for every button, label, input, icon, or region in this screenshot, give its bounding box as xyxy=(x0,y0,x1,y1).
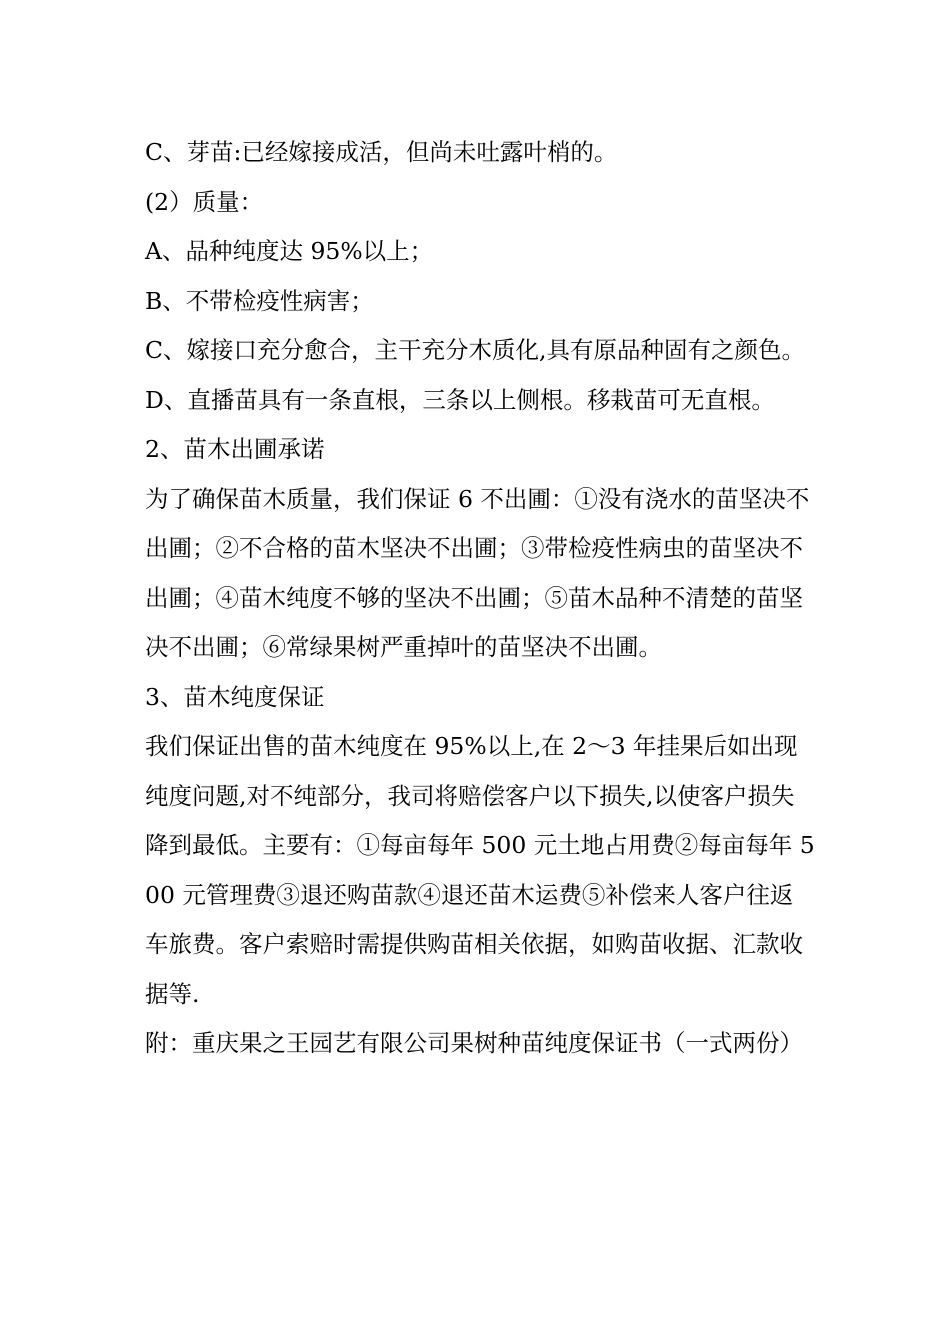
document-body xyxy=(145,128,815,1069)
section-heading-nursery-exit-promise: 2、苗木出圃承诺 xyxy=(145,435,325,463)
paragraph-variety-purity: A、品种纯度达 95%以上； xyxy=(145,237,434,265)
paragraph-attachment-note: 附：重庆果之王园艺有限公司果树种苗纯度保证书（一式两份） xyxy=(145,1029,803,1057)
paragraph-quality-heading: (2）质量： xyxy=(145,187,264,216)
paragraph-no-quarantine-disease: B、不带检疫性病害； xyxy=(145,286,374,315)
paragraph-purity-compensation: 我们保证出售的苗木纯度在 95%以上,在 2～3 年挂果后如出现纯度问题,对不纯部分，我司将赔偿客户以下损失,以使客户损失降到最低。主要有：①每亩每年 500 元土地占用费②每亩每年 500 元管理费③退还购苗款④退还苗木运费⑤补偿来人客户往返车旅费。客户索赔时需提供购苗相关依据，如购苗收据、汇款收据等. xyxy=(145,732,815,1008)
paragraph-graft-healing: C、嫁接口充分愈合，主干充分木质化,具有原品种固有之颜色。 xyxy=(145,336,805,364)
paragraph-bud-seedling: C、芽苗:已经嫁接成活，但尚未吐露叶梢的。 xyxy=(145,138,618,166)
section-heading-purity-guarantee: 3、苗木纯度保证 xyxy=(145,682,325,711)
paragraph-six-no-exit-rules: 为了确保苗木质量，我们保证 6 不出圃：①没有浇水的苗坚决不出圃；②不合格的苗木坚决不出圃；③带检疫性病虫的苗坚决不出圃；④苗木纯度不够的坚决不出圃；⑤苗木品种不清楚的苗坚决不出圃；⑥常绿果树严重掉叶的苗坚决不出圃。 xyxy=(145,484,810,661)
paragraph-root-requirements: D、直播苗具有一条直根，三条以上侧根。移栽苗可无直根。 xyxy=(145,385,775,414)
